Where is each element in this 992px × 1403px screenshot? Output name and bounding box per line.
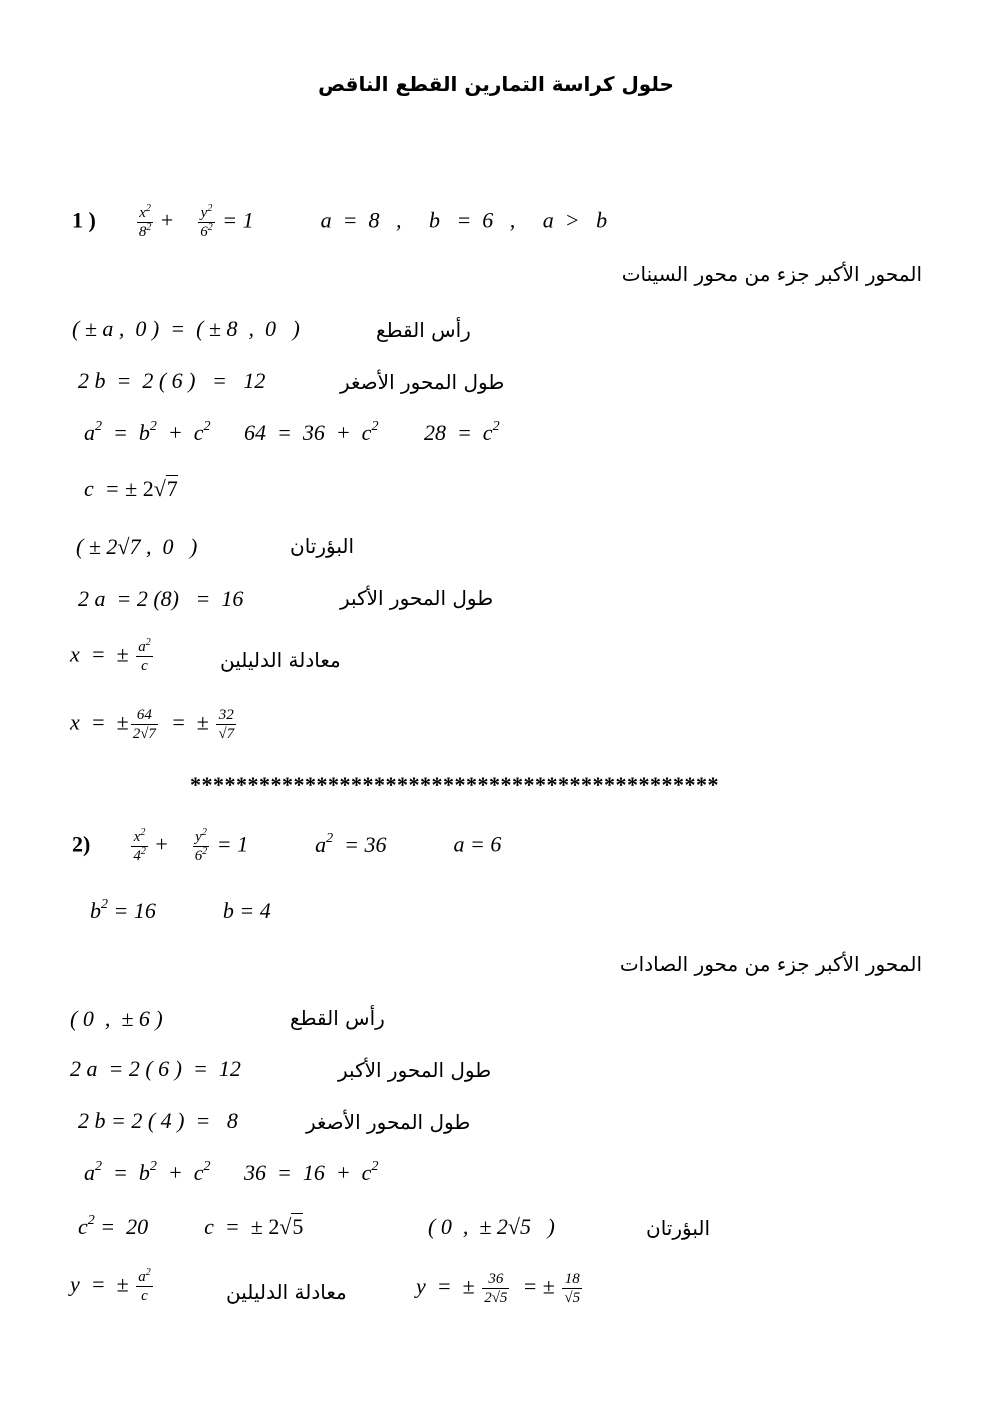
q1-minor-axis-length: 2 b = 2 ( 6 ) = 12 [78,368,266,393]
section-separator: ********************************************** [190,772,719,797]
q2-directrix-formula: y = ± $\frac{a^2}{c}$ [70,1267,151,1304]
q2-vertex-label: رأس القطع [290,1006,385,1030]
q1-y-fraction: $\frac{y^2}{6^2}$ [200,203,213,240]
q1-equation-line: 1 ) $\frac{x^2}{8^2}$ + $\frac{y^2}{6^2}$ = 1 a = 8 , b = 6 , a > b [72,203,608,240]
q2-b-line [90,898,271,924]
q2-y-fraction: $\frac{y^2}{6^2}$ [194,827,208,864]
q1-vertex-value: ( ± a , 0 ) = ( ± 8 , 0 ) [72,316,300,341]
q2-foci-label: البؤرتان [646,1216,711,1240]
q2-major-axis-length: 2 a = 2 ( 6 ) = 12 [70,1056,241,1081]
q1-directrix-value: x = ± $\frac{64}{2√7}$ = ± $\frac{32}{√7}$ [70,707,235,742]
q2-b-squared: $b^2 = 16$ [90,897,156,923]
q2-x-fraction: $\frac{x^2}{4^2}$ [133,827,146,864]
q2-a-value: a = 6 [453,831,502,857]
q2-equation-line: 2) $\frac{x^2}{4^2}$ + $\frac{y^2}{6^2}$ = 1 $a^2 = 36$ a = 6 [72,827,502,864]
q1-major-axis-length: 2 a = 2 (8) = 16 [78,586,244,611]
q2-c-value: $c^2 = 20$ c = ± 2√5 [78,1213,304,1239]
q2-b-value: b = 4 [222,898,271,923]
q1-vertex-label: رأس القطع [376,318,471,342]
q2-number: 2) [72,831,91,857]
q1-directrix-label: معادلة الدليلين [220,648,341,672]
q2-a-squared: $a^2 = 36$ [315,830,387,857]
q2-minor-axis-label: طول المحور الأصغر [306,1110,471,1134]
q1-directrix-formula: x = ± $\frac{a^2}{c}$ [70,637,151,674]
q1-major-axis-note: المحور الأكبر جزء من محور السينات [621,262,922,286]
q1-x-fraction: $\frac{x^2}{8^2}$ [138,203,152,240]
q1-c-value: c = ± 2√7 [84,476,178,501]
q1-foci-value: ( ± 2√7 , 0 ) [76,534,198,559]
q1-params: a = 8 , b = 6 , a > b [320,207,608,233]
q2-foci-value: ( 0 , ± 2√5 ) [428,1214,555,1239]
page-title: حلول كراسة التمارين القطع الناقص [318,72,674,96]
q2-major-axis-label: طول المحور الأكبر [338,1058,492,1082]
q1-pythagorean-relation: $a^2 = b^2 + c^2$ $64 = 36 + c^2$ $28 = c^2$ [84,419,500,445]
q1-number: 1 ) [72,207,96,233]
q2-directrix-value: y = ± $\frac{36}{2√5}$ = ± $\frac{18}{√5}$ [416,1271,581,1306]
q1-major-axis-label: طول المحور الأكبر [340,586,494,610]
q2-pythagorean-relation: $a^2 = b^2 + c^2$ $36 = 16 + c^2$ [84,1159,379,1185]
q1-foci-label: البؤرتان [290,534,355,558]
q2-directrix-label: معادلة الدليلين [226,1280,347,1304]
q2-minor-axis-length: 2 b = 2 ( 4 ) = 8 [78,1108,238,1133]
q2-vertex-value: ( 0 , ± 6 ) [70,1006,163,1031]
q1-minor-axis-label: طول المحور الأصغر [340,370,505,394]
q2-major-axis-note: المحور الأكبر جزء من محور الصادات [619,952,922,976]
